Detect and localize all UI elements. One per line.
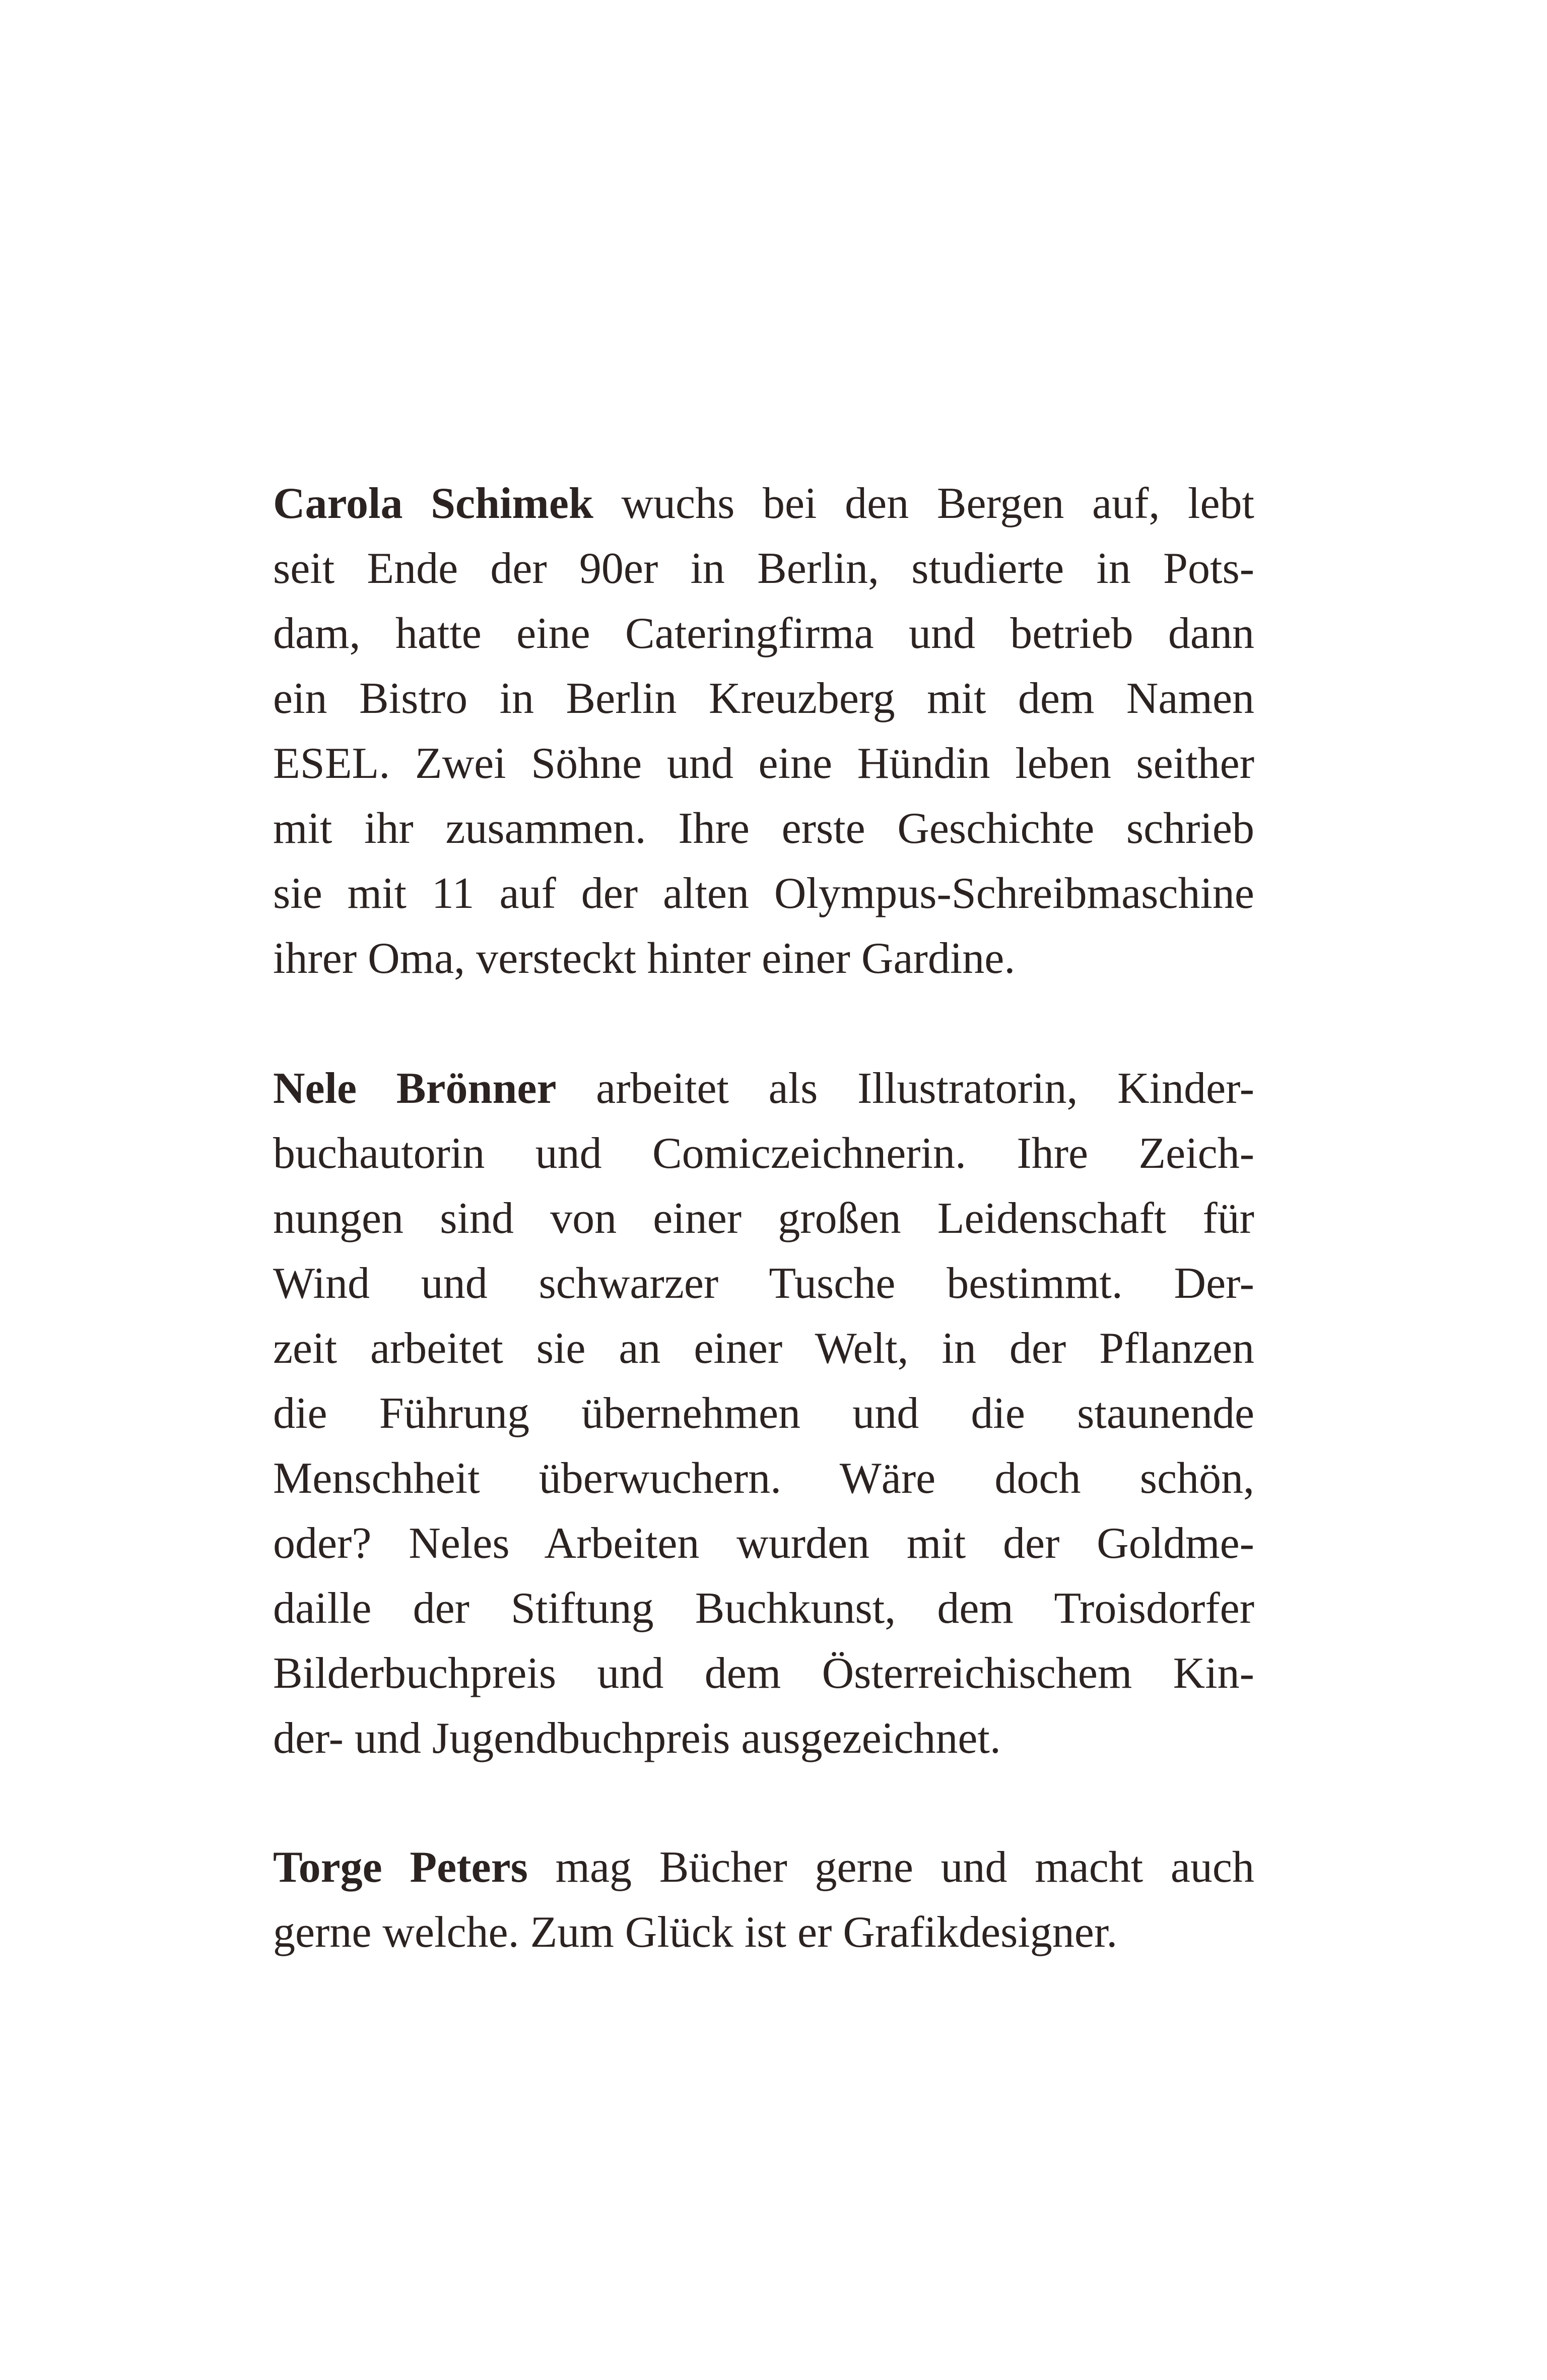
author-name: Torge Peters bbox=[273, 1843, 528, 1892]
bio-line: sie mit 11 auf der alten Olympus-Schreibmaschine bbox=[273, 869, 1254, 918]
bio-line: Bilderbuchpreis und dem Österreichischem Kin- bbox=[273, 1649, 1254, 1698]
bio-line: Menschheit überwuchern. Wäre doch schön, bbox=[273, 1454, 1254, 1503]
author-name: Nele Brönner bbox=[273, 1064, 557, 1113]
bio-line: nungen sind von einer großen Leidenschaft für bbox=[273, 1194, 1254, 1243]
bio-line: die Führung übernehmen und die staunende bbox=[273, 1389, 1254, 1438]
bio-line: Torge Peters mag Bücher gerne und macht auch bbox=[273, 1843, 1254, 1892]
bio-line: Wind und schwarzer Tusche bestimmt. Der- bbox=[273, 1259, 1254, 1308]
bio-line: Nele Brönner arbeitet als Illustratorin, Kinder- bbox=[273, 1064, 1255, 1113]
bio-line: der- und Jugendbuchpreis ausgezeichnet. bbox=[273, 1714, 1001, 1763]
bio-line: ihrer Oma, versteckt hinter einer Gardine. bbox=[273, 934, 1016, 983]
author-bio-torge-peters bbox=[273, 1835, 1254, 1965]
bio-line: dam, hatte eine Cateringfirma und betrieb dann bbox=[273, 609, 1254, 658]
bio-line: mit ihr zusammen. Ihre erste Geschichte schrieb bbox=[273, 804, 1254, 853]
bio-line: Carola Schimek wuchs bei den Bergen auf, lebt bbox=[273, 479, 1254, 528]
bio-line: ein Bistro in Berlin Kreuzberg mit dem Namen bbox=[273, 674, 1254, 723]
bio-line: oder? Neles Arbeiten wurden mit der Goldme- bbox=[273, 1519, 1254, 1568]
bio-line: zeit arbeitet sie an einer Welt, in der Pflanzen bbox=[273, 1324, 1254, 1373]
author-bio-nele-broenner bbox=[273, 1056, 1254, 1771]
bio-line: buchautorin und Comiczeichnerin. Ihre Zeich- bbox=[273, 1129, 1254, 1178]
bio-line: ESEL. Zwei Söhne und eine Hündin leben seither bbox=[273, 739, 1254, 788]
author-bio-carola-schimek bbox=[273, 471, 1254, 991]
bio-line: daille der Stiftung Buchkunst, dem Troisdorfer bbox=[273, 1584, 1254, 1633]
author-name: Carola Schimek bbox=[273, 479, 593, 528]
bio-line: gerne welche. Zum Glück ist er Grafikdesigner. bbox=[273, 1908, 1118, 1957]
bio-line: seit Ende der 90er in Berlin, studierte in Pots- bbox=[273, 544, 1254, 593]
